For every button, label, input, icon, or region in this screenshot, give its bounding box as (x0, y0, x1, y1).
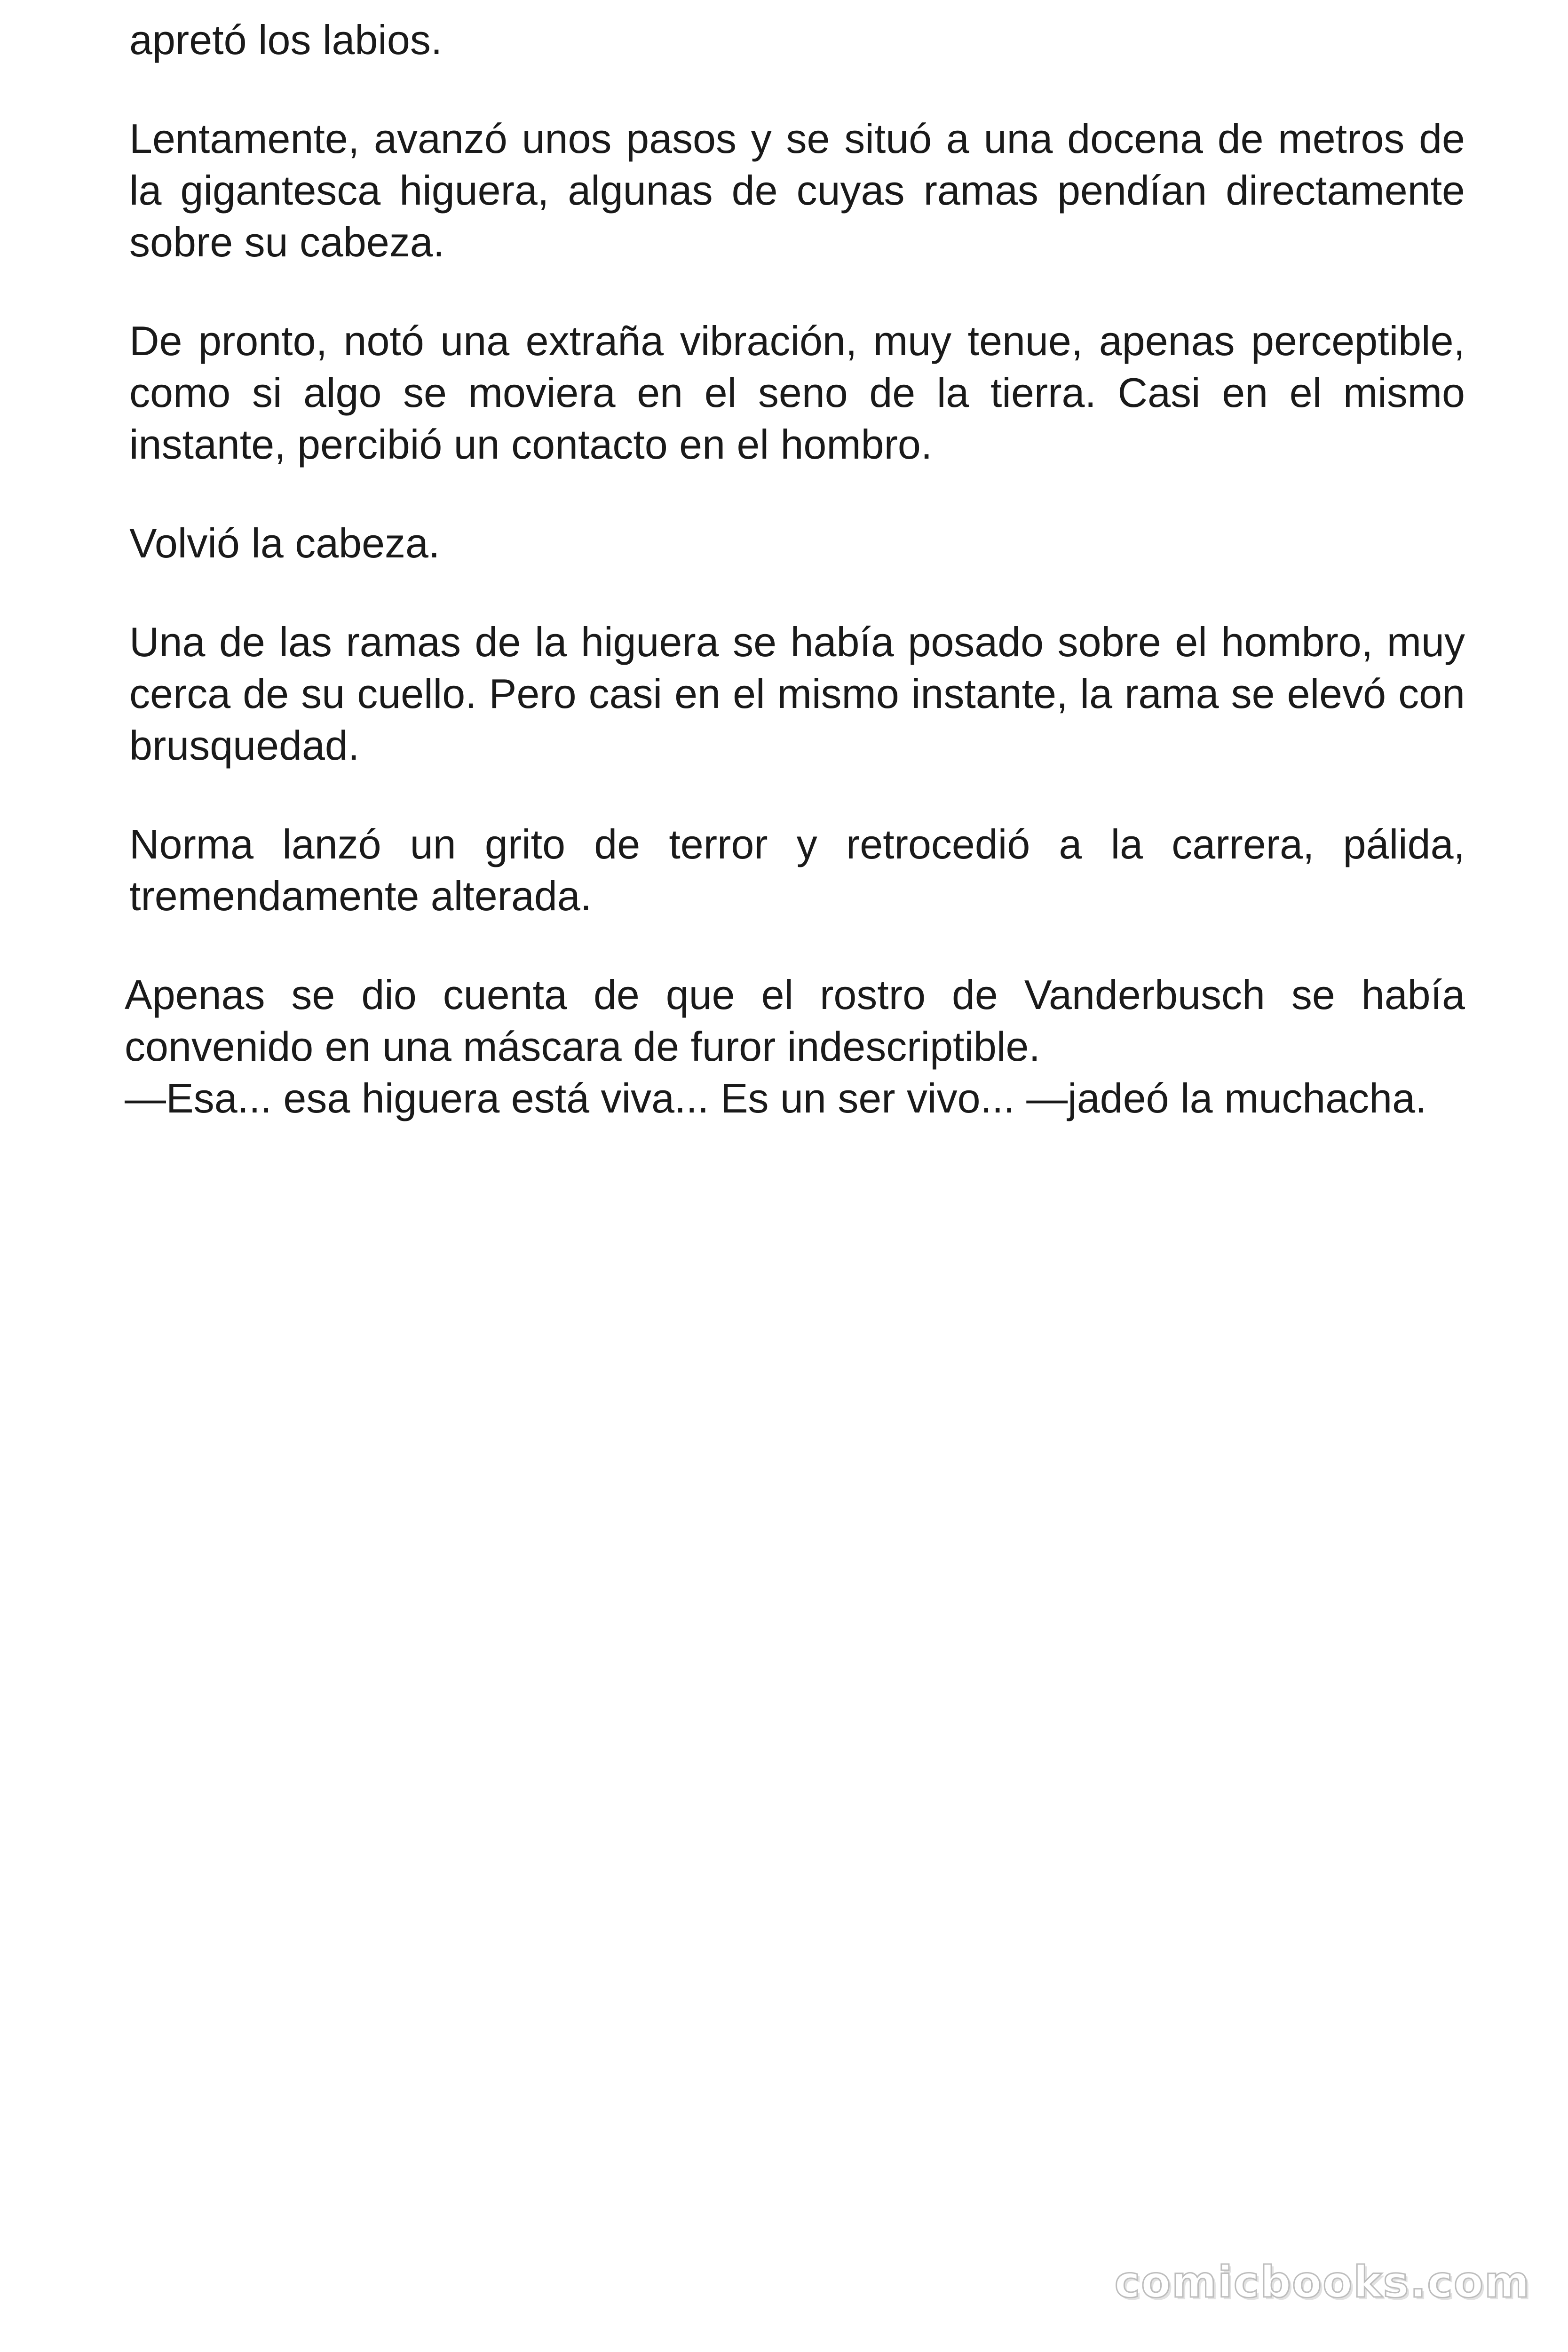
paragraph-8: —Esa... esa higuera está viva... Es un ser vivo... —jadeó la muchacha. (125, 1075, 1427, 1121)
paragraph-4: Volvió la cabeza. (129, 520, 440, 566)
paragraph-1: apretó los labios. (129, 16, 443, 63)
paragraph-2: Lentamente, avanzó unos pasos y se situó a una docena de metros de la gigantesca higuera, algunas de cuyas ramas pendían directamente sobre su cabeza. (129, 115, 1465, 265)
body-text (125, 14, 1465, 1124)
paragraph-7: Apenas se dio cuenta de que el rostro de Vanderbusch se había convenido en una máscara de furor indescriptible. (125, 971, 1465, 1070)
paragraph-6: Norma lanzó un grito de terror y retrocedió a la carrera, pálida, tremendamente alterada. (129, 821, 1465, 919)
watermark-logo: comicbooks.com (1114, 2257, 1530, 2307)
paragraph-3: De pronto, notó una extraña vibración, muy tenue, apenas perceptible, como si algo se moviera en el seno de la tierra. Casi en el mismo instante, percibió un contacto en el hombro. (129, 318, 1465, 468)
paragraph-5: Una de las ramas de la higuera se había posado sobre el hombro, muy cerca de su cuello. Pero casi en el mismo instante, la rama se elevó con brusquedad. (129, 619, 1465, 769)
